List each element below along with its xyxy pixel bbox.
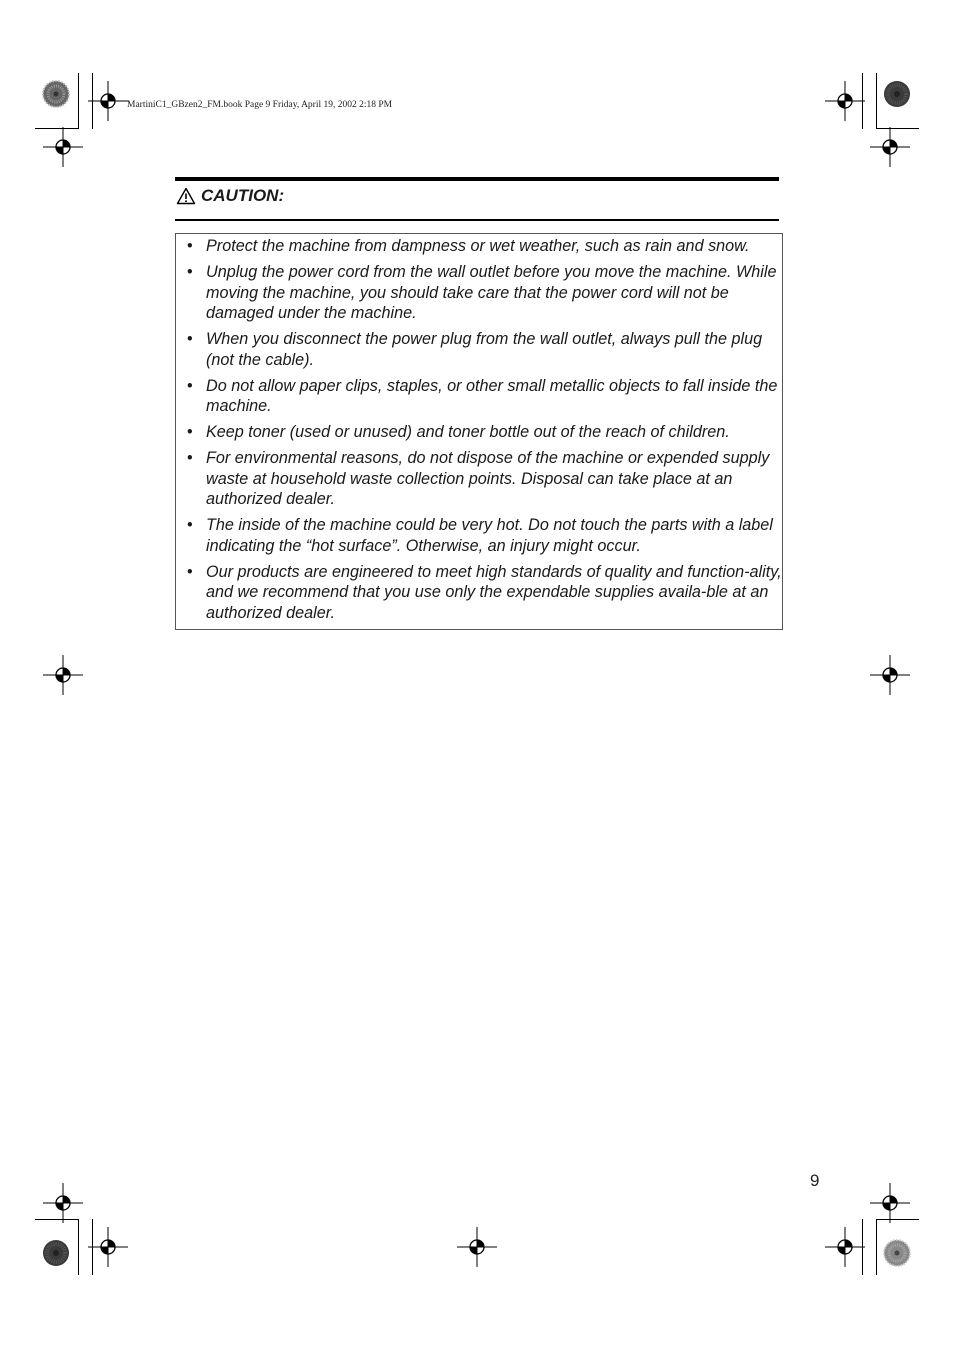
- list-item: [187, 562, 782, 624]
- color-rosette-icon: [42, 1239, 70, 1267]
- color-rosette-icon: [42, 80, 70, 108]
- registration-mark-icon: [870, 127, 910, 167]
- caution-item-text: For environmental reasons, do not dispose of the machine or expended supply waste at household waste collection points. Disposal can take place at an authorized dealer.: [206, 449, 770, 508]
- registration-mark-icon: [43, 655, 83, 695]
- caution-top-rule: [175, 177, 779, 181]
- registration-mark-icon: [870, 655, 910, 695]
- caution-item-text: Protect the machine from dampness or wet weather, such as rain and snow.: [206, 237, 750, 255]
- caution-list: [187, 236, 782, 623]
- registration-mark-icon: [88, 1227, 128, 1267]
- bullet-icon: •: [187, 423, 193, 441]
- registration-mark-icon: [870, 1183, 910, 1223]
- list-item: [187, 448, 782, 510]
- crop-mark: [78, 1219, 79, 1275]
- bullet-icon: •: [187, 376, 193, 395]
- caution-title: CAUTION:: [201, 186, 285, 205]
- bullet-icon: •: [187, 330, 193, 348]
- bullet-icon: •: [187, 449, 193, 467]
- crop-mark: [78, 73, 79, 129]
- list-item: [187, 422, 782, 443]
- bullet-icon: •: [187, 237, 193, 255]
- bullet-icon: •: [187, 263, 193, 281]
- list-item: [187, 236, 782, 257]
- caution-item-text: Our products are engineered to meet high standards of quality and function-ality, and we recommend that you use only the expendable supplies availa-ble at an authorized dealer.: [206, 562, 782, 622]
- crop-mark: [876, 73, 877, 129]
- registration-mark-icon: [457, 1227, 497, 1267]
- registration-mark-icon: [43, 127, 83, 167]
- caution-box: [175, 233, 783, 630]
- caution-bottom-rule: [175, 219, 779, 221]
- registration-mark-icon: [88, 81, 128, 121]
- print-file-header: MartiniC1_GBzen2_FM.book Page 9 Friday, April 19, 2002 2:18 PM: [127, 100, 393, 110]
- warning-triangle-icon: [176, 187, 196, 205]
- registration-mark-icon: [825, 81, 865, 121]
- caution-item-text: Keep toner (used or unused) and toner bottle out of the reach of children.: [206, 423, 730, 441]
- list-item: [187, 376, 782, 417]
- crop-mark: [876, 1219, 877, 1275]
- caution-item-text: When you disconnect the power plug from the wall outlet, always pull the plug (not the cable).: [206, 330, 763, 369]
- bullet-icon: •: [187, 516, 193, 534]
- caution-item-text: Do not allow paper clips, staples, or other small metallic objects to fall inside the machine.: [206, 376, 778, 415]
- caution-item-text: The inside of the machine could be very hot. Do not touch the parts with a label indicating the “hot surface”. Otherwise, an injury might occur.: [206, 516, 773, 555]
- page-number: 9: [810, 1171, 820, 1190]
- color-rosette-icon: [883, 80, 911, 108]
- color-rosette-icon: [883, 1239, 911, 1267]
- bullet-icon: •: [187, 562, 193, 581]
- list-item: [187, 329, 782, 370]
- list-item: [187, 262, 782, 324]
- registration-mark-icon: [825, 1227, 865, 1267]
- list-item: [187, 515, 782, 556]
- registration-mark-icon: [43, 1183, 83, 1223]
- caution-heading: [176, 186, 284, 206]
- caution-item-text: Unplug the power cord from the wall outlet before you move the machine. While moving the machine, you should take care that the power cord will not be damaged under the machine.: [206, 263, 777, 322]
